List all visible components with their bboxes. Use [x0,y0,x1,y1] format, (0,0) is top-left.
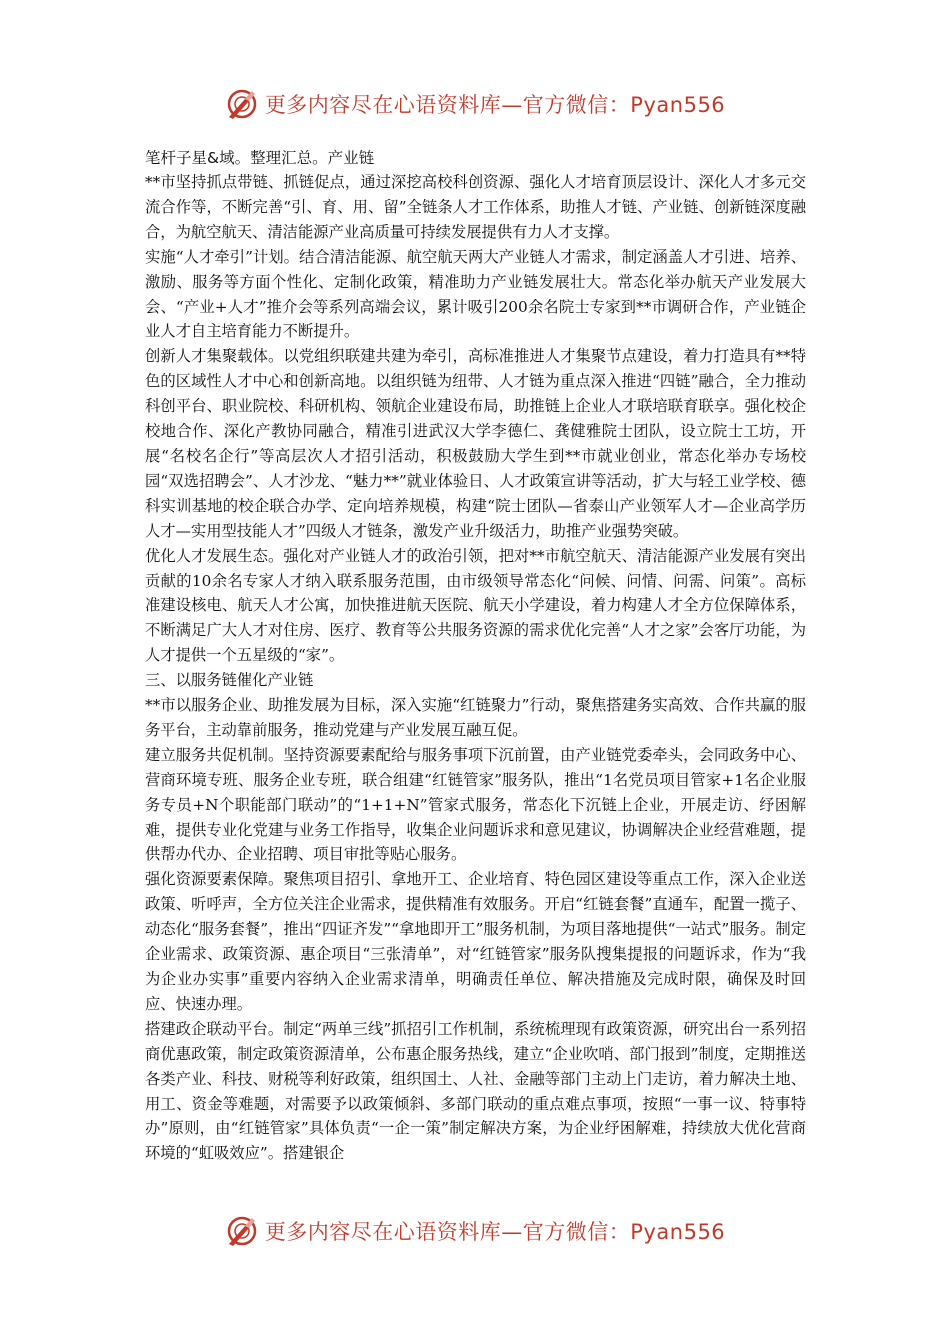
pen-seal-logo-icon [225,87,259,121]
paragraph: 建立服务共促机制。坚持资源要素配给与服务事项下沉前置，由产业链党委牵头，会同政务中心、营商环境专班、服务企业专班，联合组建“红链管家”服务队，推出“1名党员项目管家+1名企业服务专员+N个职能部门联动”的“1+1+N”管家式服务，常态化下沉链上企业，开展走访、纾困解难，提供专业化党建与业务工作指导，收集企业问题诉求和意见建议，协调解决企业经营难题，提供帮办代办、企业招聘、项目审批等贴心服务。 [145,745,806,864]
paragraph: 创新人才集聚载体。以党组织联建共建为牵引，高标准推进人才集聚节点建设，着力打造具有**特色的区域性人才中心和创新高地。以组织链为纽带、人才链为重点深入推进“四链”融合，全力推动科创平台、职业院校、科研机构、领航企业建设布局，助推链上企业人才联培联育联享。强化校企校地合作、深化产教协同融合，精准引进武汉大学李德仁、龚健雅院士团队，设立院士工坊，开展“名校名企行”等高层次人才招引活动，积极鼓励大学生到**市就业创业，常态化举办专场校园“双选招聘会”、人才沙龙、“魅力**”就业体验日、人才政策宣讲等活动，扩大与轻工业学校、德科实训基地的校企联合办学、定向培养规模，构建“院士团队—省泰山产业领军人才—企业高学历人才—实用型技能人才”四级人才链条，激发产业升级活力，助推产业强势突破。 [145,347,806,540]
paragraph: 搭建政企联动平台。制定“两单三线”抓招引工作机制，系统梳理现有政策资源，研究出台一系列招商优惠政策，制定政策资源清单，公布惠企服务热线，建立“企业吹哨、部门报到”制度，定期推送各类产业、科技、财税等利好政策，组织国土、人社、金融等部门主动上门走访，着力解决土地、用工、资金等难题，对需要予以政策倾斜、多部门联动的重点难点事项，按照“一事一议、特事特办”原则，由“红链管家”具体负责“一企一策”制定解决方案，为企业纾困解难，持续放大优化营商环境的“虹吸效应”。搭建银企 [145,1019,806,1163]
paragraph: **市坚持抓点带链、抓链促点，通过深挖高校科创资源、强化人才培育顶层设计、深化人才多元交流合作等，不断完善“引、育、用、留”全链条人才工作体系，助推人才链、产业链、创新链深度融合，为航空航天、清洁能源产业高质量可持续发展提供有力人才支撑。 [145,173,806,241]
paragraph: 实施“人才牵引”计划。结合清洁能源、航空航天两大产业链人才需求，制定涵盖人才引进、培养、激励、服务等方面个性化、定制化政策，精准助力产业链发展壮大。常态化举办航天产业发展大会、“产业+人才”推介会等系列高端会议，累计吸引200余名院士专家到**市调研合作，产业链企业人才自主培育能力不断提升。 [145,247,806,341]
pen-seal-logo-icon [225,1214,259,1248]
header-banner [0,84,950,124]
document-body [145,146,806,1166]
footer-banner [0,1211,950,1251]
document-title: 笔杆子星&域。整理汇总。产业链 [145,149,375,167]
paragraph: 优化人才发展生态。强化对产业链人才的政治引领，把对**市航空航天、清洁能源产业发展有突出贡献的10余名专家人才纳入联系服务范围，由市级领导常态化“问候、问情、问需、问策”。高标准建设核电、航天人才公寓，加快推进航天医院、航天小学建设，着力构建人才全方位保障体系，不断满足广大人才对住房、医疗、教育等公共服务资源的需求优化完善“人才之家”会客厅功能，为人才提供一个五星级的“家”。 [145,546,806,665]
paragraph: 强化资源要素保障。聚焦项目招引、拿地开工、企业培育、特色园区建设等重点工作，深入企业送政策、听呼声，全方位关注企业需求，提供精准有效服务。开启“红链套餐”直通车，配置一揽子、动态化“服务套餐”，推出“四证齐发”“拿地即开工”服务机制，为项目落地提供“一站式”服务。制定企业需求、政策资源、惠企项目“三张清单”，对“红链管家”服务队搜集提报的问题诉求，作为“我为企业办实事”重要内容纳入企业需求清单，明确责任单位、解决措施及完成时限，确保及时回应、快速办理。 [145,870,806,1013]
header-banner-text: 更多内容尽在心语资料库—官方微信：Pyan556 [264,93,726,117]
section-heading: 三、以服务链催化产业链 [145,671,314,690]
footer-banner-text: 更多内容尽在心语资料库—官方微信：Pyan556 [264,1220,726,1244]
paragraph: **市以服务企业、助推发展为目标，深入实施“红链聚力”行动，聚焦搭建务实高效、合作共赢的服务平台，主动靠前服务，推动党建与产业发展互融互促。 [145,696,806,739]
